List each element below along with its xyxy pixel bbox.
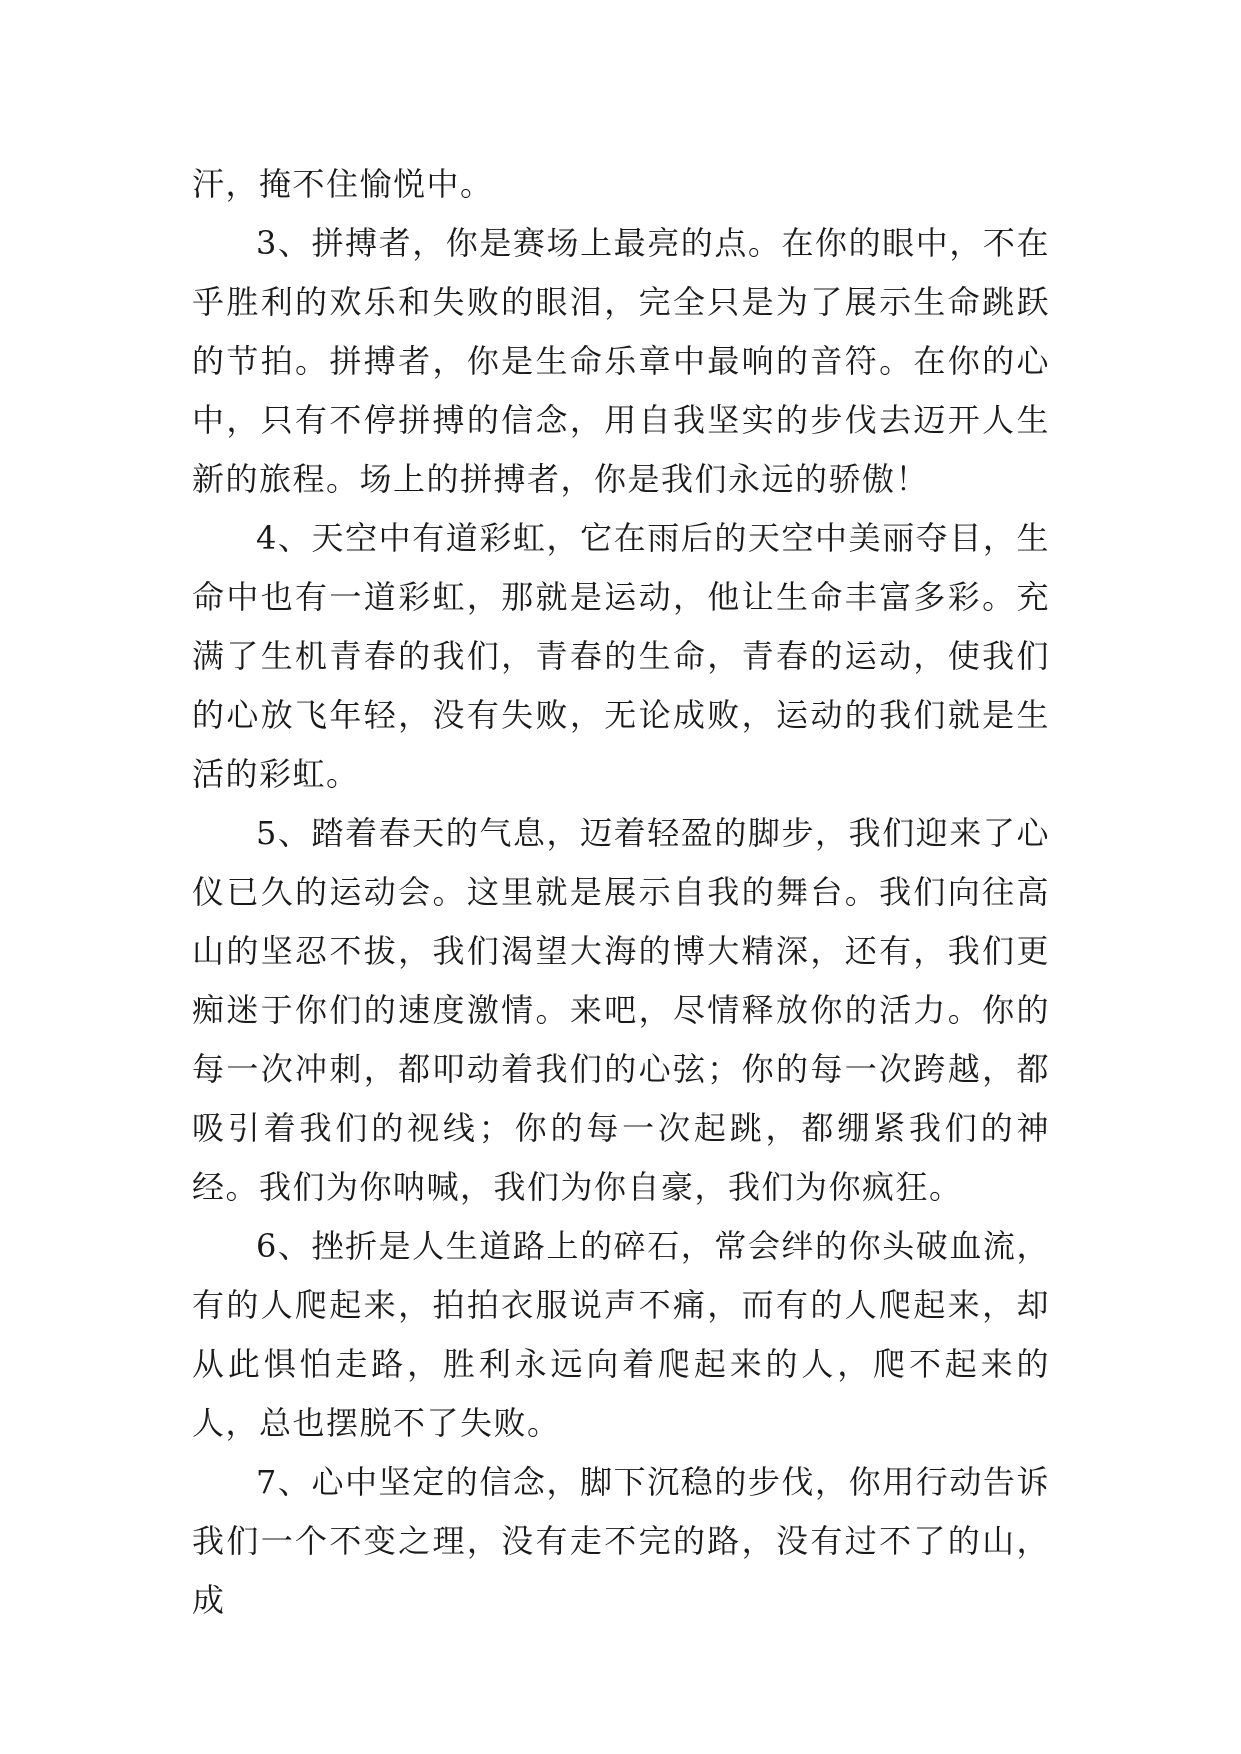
paragraph-continuation: 汗，掩不住愉悦中。	[192, 165, 494, 203]
paragraph-7: 7、心中坚定的信念，脚下沉稳的步伐，你用行动告诉我们一个不变之理，没有走不完的路，没有过不了的山，成	[192, 1463, 1050, 1619]
paragraph-5: 5、踏着春天的气息，迈着轻盈的脚步，我们迎来了心仪已久的运动会。这里就是展示自我的舞台。我们向往高山的坚忍不拔，我们渴望大海的博大精深，还有，我们更痴迷于你们的速度激情。来吧，尽情释放你的活力。你的每一次冲刺，都叩动着我们的心弦；你的每一次跨越，都吸引着我们的视线；你的每一次起跳，都绷紧我们的神经。我们为你呐喊，我们为你自豪，我们为你疯狂。	[192, 814, 1050, 1206]
paragraph-6: 6、挫折是人生道路上的碎石，常会绊的你头破血流，有的人爬起来，拍拍衣服说声不痛，而有的人爬起来，却从此惧怕走路，胜利永远向着爬起来的人，爬不起来的人，总也摆脱不了失败。	[192, 1227, 1050, 1442]
paragraph-4: 4、天空中有道彩虹，它在雨后的天空中美丽夺目，生命中也有一道彩虹，那就是运动，他让生命丰富多彩。充满了生机青春的我们，青春的生命，青春的运动，使我们的心放飞年轻，没有失败，无论成败，运动的我们就是生活的彩虹。	[192, 519, 1050, 793]
document-body	[192, 155, 1050, 1630]
paragraph-3: 3、拼搏者，你是赛场上最亮的点。在你的眼中，不在乎胜利的欢乐和失败的眼泪，完全只是为了展示生命跳跃的节拍。拼搏者，你是生命乐章中最响的音符。在你的心中，只有不停拼搏的信念，用自我坚实的步伐去迈开人生新的旅程。场上的拼搏者，你是我们永远的骄傲！	[192, 224, 1050, 498]
